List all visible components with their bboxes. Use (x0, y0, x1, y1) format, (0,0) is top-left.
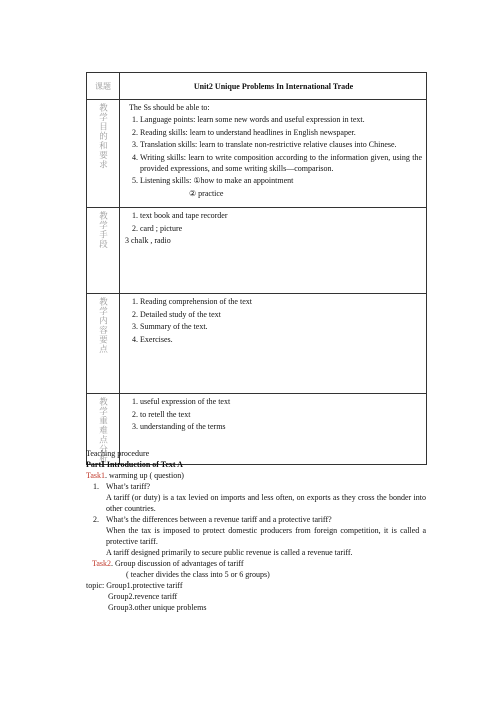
list-item: 5. Listening skills: ①how to make an appointment (140, 175, 422, 186)
question-1 (86, 481, 426, 492)
answer-2a: When the tax is imposed to protect domestic producers from foreign competition, it is called a protective tariff. (106, 526, 426, 546)
list-item: 1. Reading comprehension of the text (140, 296, 422, 307)
question-text: What’s tariff? (106, 482, 151, 491)
task1-line (86, 470, 426, 481)
topic-line: topic: Group1.protective tariff (86, 581, 183, 590)
list-item: 3. Translation skills: learn to translate non-restrictive relative clauses into Chinese. (140, 139, 422, 150)
list-item: 2. to retell the text (140, 409, 422, 420)
task2-note: ( teacher divides the class into 5 or 6 groups) (126, 570, 270, 579)
topic-label-text: 课题 (95, 81, 111, 91)
topic-label (87, 73, 120, 100)
list-item: 3. understanding of the terms (140, 421, 422, 432)
question-number: 2. (93, 515, 99, 524)
answer-2b: A tariff designed primarily to secure public revenue is called a revenue tariff. (106, 548, 353, 557)
answer-1: A tariff (or duty) is a tax levied on imports and less often, on exports as they cross the bonder into other countries. (106, 493, 426, 513)
key-difficulties-label-text: 教学重难点分析 (98, 397, 109, 464)
list-item: 2. Reading skills: learn to understand headlines in English newspaper. (140, 127, 422, 138)
table-row-means (87, 208, 427, 294)
means-content (120, 208, 427, 294)
table-row-content-points (87, 294, 427, 394)
part-heading: PartⅠ Introduction of Text A (86, 460, 183, 469)
task1-text: . warming up ( question) (105, 471, 184, 480)
lesson-plan-table (86, 72, 427, 465)
question-number: 1. (93, 482, 99, 491)
group-2: Group2.revence tariff (108, 592, 178, 601)
objectives-intro: The Ss should be able to: (129, 103, 210, 112)
list-item: 2. Detailed study of the text (140, 309, 422, 320)
procedure-heading: Teaching procedure (86, 449, 150, 458)
content-points (120, 294, 427, 394)
objectives-content (120, 100, 427, 208)
unit-title: Unit2 Unique Problems In International Trade (120, 73, 427, 100)
list-item: 3. Summary of the text. (140, 321, 422, 332)
question-2 (86, 514, 426, 525)
list-item: 4. Writing skills: learn to write composition according to the information given, using the provided expressions, and some writing skills—comparison. (140, 152, 422, 174)
question-text: What’s the differences between a revenue tariff and a protective tariff? (106, 515, 332, 524)
objectives-label-text: 教学目的和要求 (98, 103, 109, 170)
table-row-topic (87, 73, 427, 100)
teaching-procedure (86, 448, 426, 613)
list-item: 1. text book and tape recorder (140, 210, 422, 221)
task2-line (86, 558, 426, 569)
content-points-label (87, 294, 120, 394)
objectives-subitem: ② practice (189, 188, 224, 198)
means-label-text: 教学手段 (98, 211, 109, 249)
list-item: 1. useful expression of the text (140, 396, 422, 407)
list-item: 1. Language points: learn some new words and useful expression in text. (140, 114, 422, 125)
objectives-list (125, 114, 422, 186)
means-label (87, 208, 120, 294)
table-row-objectives (87, 100, 427, 208)
task2-label: Task2 (92, 559, 111, 568)
list-item: 4. Exercises. (140, 334, 422, 345)
means-list (125, 210, 422, 234)
key-difficulties-list (125, 396, 422, 432)
means-extra: 3 chalk , radio (125, 236, 171, 245)
group-3: Group3.other unique problems (108, 603, 207, 612)
task2-text: . Group discussion of advantages of tariff (111, 559, 244, 568)
content-points-label-text: 教学内容要点 (98, 297, 109, 354)
task1-label: Task1 (86, 471, 105, 480)
objectives-label (87, 100, 120, 208)
content-points-list (125, 296, 422, 345)
list-item: 2. card ; picture (140, 223, 422, 234)
